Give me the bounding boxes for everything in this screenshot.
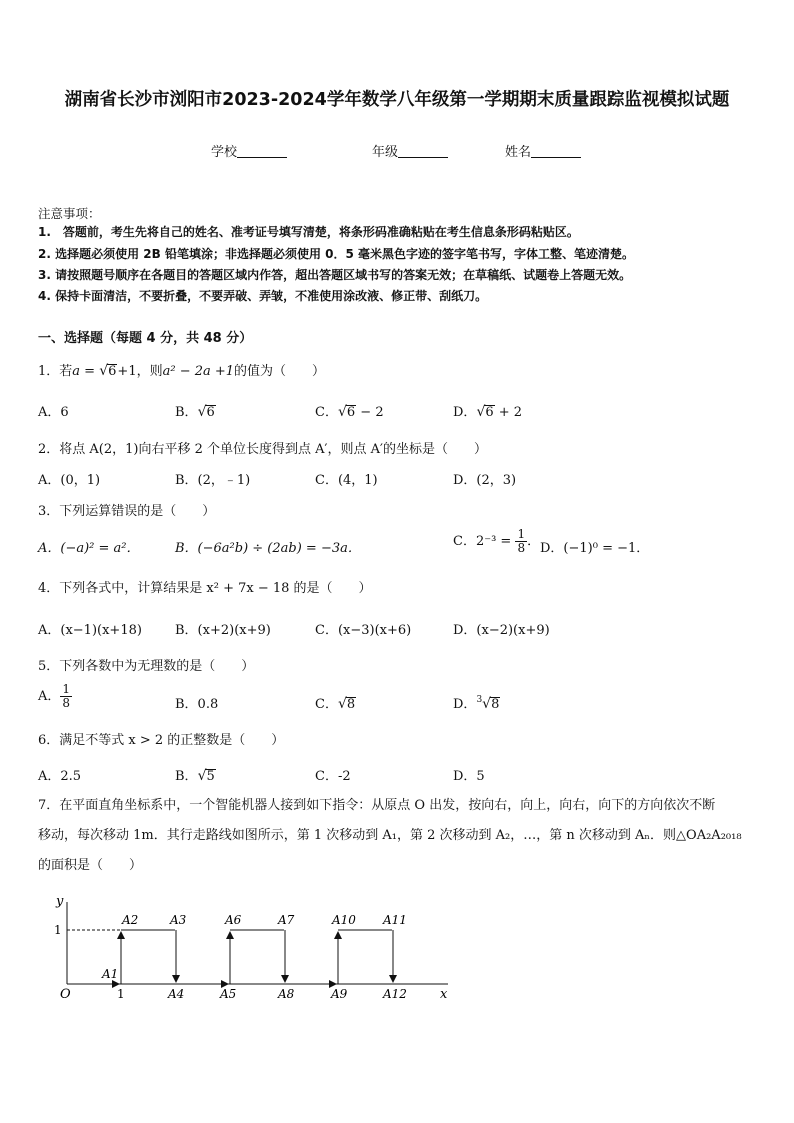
point-label: A4 <box>168 987 185 1001</box>
q2-option-c[interactable]: C．(4，1) <box>315 473 378 488</box>
q1-option-b[interactable]: B．√6 <box>175 404 215 420</box>
q1-option-a[interactable]: A．6 <box>38 405 69 420</box>
x-axis-label: x <box>440 987 448 1002</box>
y-tick-label: 1 <box>54 923 62 937</box>
q1-option-c[interactable]: C．√6 − 2 <box>315 404 384 420</box>
robot-path-figure <box>40 890 460 1010</box>
q3-option-b[interactable]: B．(−6a²b) ÷ (2ab) = −3a． <box>175 541 361 556</box>
notice-item: 3. 请按照题号顺序在各题目的答题区域内作答，超出答题区域书写的答案无效；在草稿纸、试题卷上答题无效。 <box>38 268 632 282</box>
point-label: A5 <box>220 987 237 1001</box>
q3-option-a[interactable]: A．(−a)² = a²． <box>38 541 140 556</box>
q5-option-c[interactable]: C．√8 <box>315 696 356 712</box>
origin-label: O <box>60 987 71 1002</box>
q6-option-d[interactable]: D．5 <box>453 769 485 784</box>
point-label: A8 <box>278 987 295 1001</box>
q2-option-a[interactable]: A．(0，1) <box>38 473 101 488</box>
notice-item: 1. 答题前，考生先将自己的姓名、准考证号填写清楚，将条形码准确粘贴在考生信息条形码粘贴区。 <box>38 225 579 239</box>
q4-option-d[interactable]: D．(x−2)(x+9) <box>453 623 550 638</box>
point-label: A1 <box>102 967 119 981</box>
question-7 <box>38 791 758 881</box>
page-title: 湖南省长沙市浏阳市2023-2024学年数学八年级第一学期期末质量跟踪监视模拟试题 <box>64 90 730 110</box>
q6-option-b[interactable]: B．√5 <box>175 768 215 784</box>
q5-option-a[interactable]: A． $\frac{1}{8}$ <box>38 682 71 710</box>
y-axis-label: y <box>56 894 64 909</box>
notice-item: 2. 选择题必须使用 2B 铅笔填涂；非选择题必须使用 0．5 毫米黑色字迹的签字笔书写，字体工整、笔迹清楚。 <box>38 247 634 261</box>
notice-item: 4. 保持卡面清洁，不要折叠，不要弄破、弄皱，不准使用涂改液、修正带、刮纸刀。 <box>38 289 488 303</box>
q5-option-d[interactable]: D．$^3$√8 <box>453 695 500 712</box>
q4-option-a[interactable]: A．(x−1)(x+18) <box>38 623 142 638</box>
point-label: A11 <box>383 913 407 927</box>
q7-line: 7．在平面直角坐标系中，一个智能机器人接到如下指令：从原点 O 出发，按向右，向上，向右，向下的方向依次不断 <box>38 798 716 813</box>
question-1: 1．若a = √6+1，则a² − 2a +1的值为（ ） <box>38 363 326 379</box>
q6-option-c[interactable]: C．-2 <box>315 769 351 784</box>
q7-line: 移动，每次移动 1m．其行走路线如图所示，第 1 次移动到 A₁，第 2 次移动到 A₂，…，第 n 次移动到 Aₙ．则△OA₂A₂₀₁₈ <box>38 828 742 843</box>
q2-option-b[interactable]: B．(2，﹣1) <box>175 473 251 488</box>
question-2: 2．将点 A(2，1)向右平移 2 个单位长度得到点 A′，则点 A′的坐标是（ ） <box>38 442 487 457</box>
point-label: A7 <box>278 913 295 927</box>
notice-heading: 注意事项： <box>38 206 101 221</box>
q6-option-a[interactable]: A．2.5 <box>38 769 82 784</box>
grade-field: 年级 <box>372 141 448 160</box>
question-4: 4．下列各式中，计算结果是 x² + 7x − 18 的是（ ） <box>38 581 372 596</box>
point-label: A6 <box>225 913 242 927</box>
q1-option-d[interactable]: D．√6 + 2 <box>453 404 523 420</box>
q3-option-c[interactable]: C．2⁻³ = $\frac{1}{8}$ ． <box>453 527 541 555</box>
point-label: A9 <box>331 987 348 1001</box>
q2-option-d[interactable]: D．(2，3) <box>453 473 517 488</box>
name-field: 姓名 <box>505 141 581 160</box>
q3-option-d[interactable]: D．(−1)⁰ = −1． <box>540 541 650 556</box>
question-6: 6．满足不等式 x > 2 的正整数是（ ） <box>38 733 285 748</box>
q5-option-b[interactable]: B．0.8 <box>175 697 219 712</box>
x-tick-label: 1 <box>117 987 125 1001</box>
q4-option-b[interactable]: B．(x+2)(x+9) <box>175 623 271 638</box>
point-label: A12 <box>383 987 407 1001</box>
question-3: 3．下列运算错误的是（ ） <box>38 504 216 519</box>
q4-option-c[interactable]: C．(x−3)(x+6) <box>315 623 412 638</box>
school-field: 学校 <box>211 141 287 160</box>
point-label: A3 <box>170 913 187 927</box>
section-heading: 一、选择题（每题 4 分，共 48 分） <box>38 331 253 346</box>
point-label: A2 <box>122 913 139 927</box>
question-5: 5．下列各数中为无理数的是（ ） <box>38 659 255 674</box>
point-label: A10 <box>332 913 356 927</box>
q7-line: 的面积是（ ） <box>38 858 143 873</box>
